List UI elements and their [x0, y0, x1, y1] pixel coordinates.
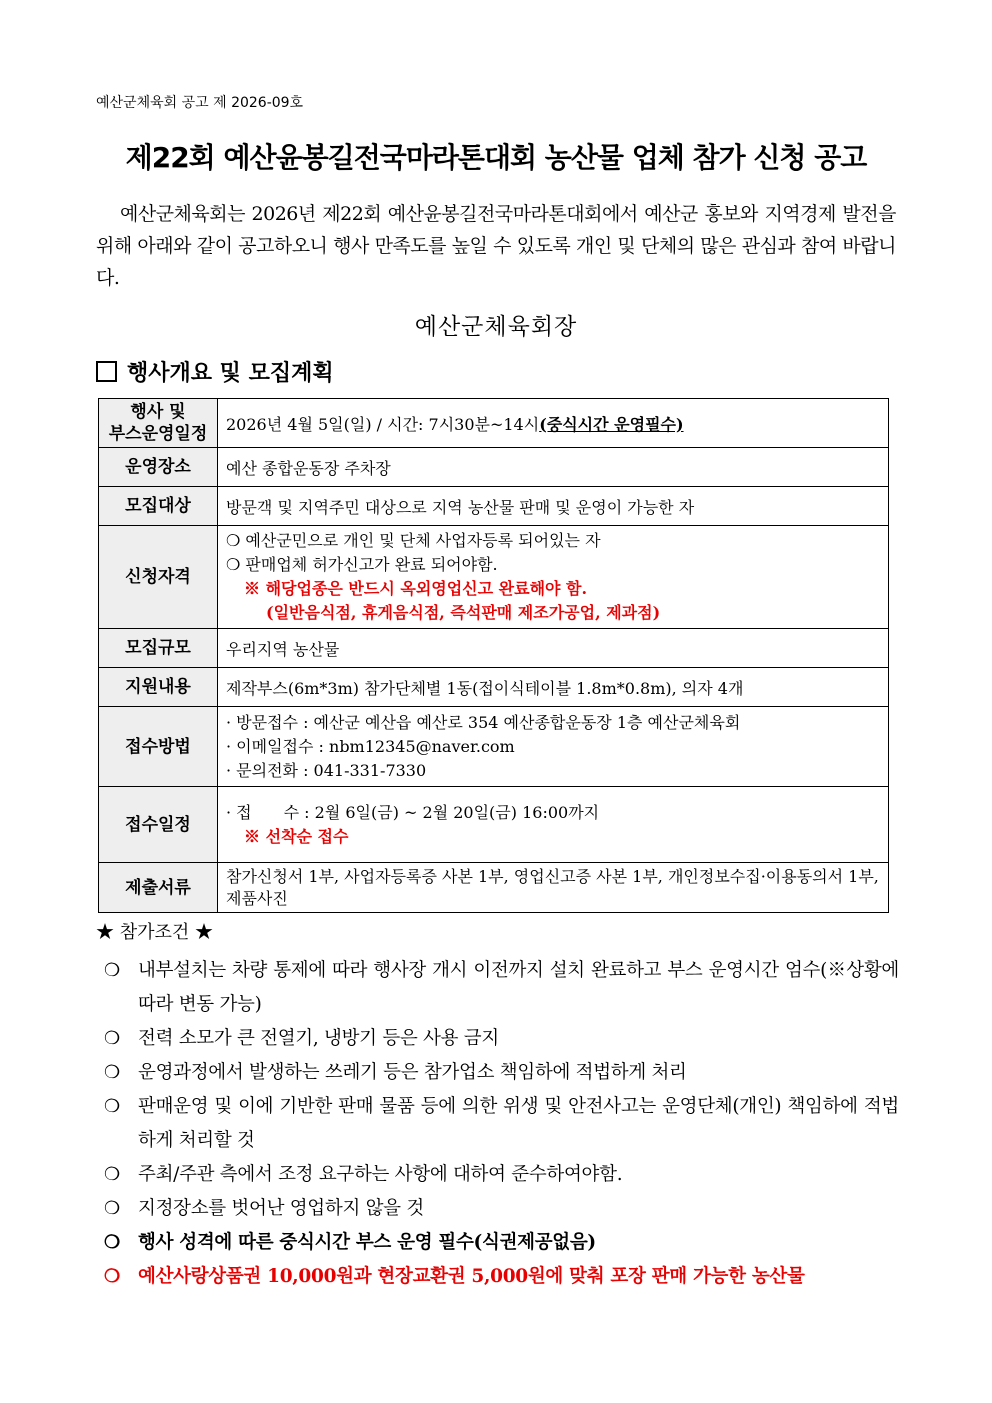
list-item: ❍ 주최/주관 측에서 조정 요구하는 사항에 대하여 준수하여야함.	[104, 1158, 899, 1192]
intro-paragraph: 예산군체육회는 2026년 제22회 예산윤봉길전국마라톤대회에서 예산군 홍보와 지역경제 발전을 위해 아래와 같이 공고하오니 행사 만족도를 높일 수 있도록 개인 및 단체의 많은 관심과 참여 바랍니다.	[96, 203, 896, 289]
qualification-warning: ※ 해당업종은 반드시 옥외영업신고 완료해야 함.	[244, 579, 588, 598]
label-target: 모집대상	[99, 487, 218, 526]
value-venue: 예산 종합운동장 주차장	[218, 448, 889, 487]
value-schedule	[218, 399, 889, 448]
qualification-line2: ❍ 판매업체 허가신고가 완료 되어야함.	[226, 555, 498, 574]
circle-bullet-icon: ❍	[104, 1198, 120, 1219]
schedule-note: (중식시간 운영필수)	[539, 414, 684, 434]
page-title: 제22회 예산윤봉길전국마라톤대회 농산물 업체 참가 신청 공고	[125, 141, 867, 174]
table-row	[99, 863, 889, 913]
list-item: ❍ 전력 소모가 큰 전열기, 냉방기 등은 사용 금지	[104, 1022, 899, 1056]
value-method	[218, 707, 889, 787]
circle-bullet-icon: ❍	[104, 1266, 120, 1287]
list-item: ❍ 지정장소를 벗어난 영업하지 않을 것	[104, 1192, 899, 1226]
list-item: ❍ 운영과정에서 발생하는 쓰레기 등은 참가업소 책임하에 적법하게 처리	[104, 1056, 899, 1090]
label-documents: 제출서류	[99, 863, 218, 913]
value-support: 제작부스(6m*3m) 참가단체별 1동(접이식테이블 1.8m*0.8m), 의자 4개	[218, 668, 889, 707]
section-heading	[96, 356, 334, 387]
circle-bullet-icon: ❍	[104, 960, 120, 981]
period-warning: ※ 선착순 접수	[244, 826, 349, 846]
period-line: · 접 수 : 2월 6일(금) ~ 2월 20일(금) 16:00까지	[226, 802, 600, 822]
list-item: ❍ 예산사랑상품권 10,000원과 현장교환권 5,000원에 맞춰 포장 판매 가능한 농산물	[104, 1260, 899, 1294]
label-schedule	[99, 399, 218, 448]
label-schedule-line2: 부스운영일정	[108, 424, 208, 444]
circle-bullet-icon: ❍	[104, 1096, 120, 1117]
list-item: ❍ 행사 성격에 따른 중식시간 부스 운영 필수(식권제공없음)	[104, 1226, 899, 1260]
table-row	[99, 629, 889, 668]
table-row	[99, 526, 889, 629]
label-venue: 운영장소	[99, 448, 218, 487]
circle-bullet-icon: ❍	[104, 1164, 120, 1185]
label-qualification: 신청자격	[99, 526, 218, 629]
label-period: 접수일정	[99, 787, 218, 863]
info-table	[98, 398, 889, 913]
table-row	[99, 487, 889, 526]
conditions-list	[104, 954, 899, 1294]
schedule-text: 2026년 4월 5일(일) / 시간: 7시30분~14시	[226, 414, 540, 434]
value-period	[218, 787, 889, 863]
label-method: 접수방법	[99, 707, 218, 787]
document-number: 예산군체육회 공고 제 2026-09호	[96, 95, 304, 111]
circle-bullet-icon: ❍	[104, 1232, 120, 1253]
table-row	[99, 707, 889, 787]
section-title: 행사개요 및 모집계획	[127, 361, 334, 386]
conditions-title: ★ 참가조건 ★	[96, 922, 213, 943]
table-row	[99, 668, 889, 707]
method-visit: · 방문접수 : 예산군 예산읍 예산로 354 예산종합운동장 1층 예산군체육회	[226, 712, 741, 732]
method-email: · 이메일접수 : nbm12345@naver.com	[226, 736, 515, 756]
value-scale: 우리지역 농산물	[218, 629, 889, 668]
signer: 예산군체육회장	[414, 314, 578, 340]
list-item: ❍ 판매운영 및 이에 기반한 판매 물품 등에 의한 위생 및 안전사고는 운영단체(개인) 책임하에 적법하게 처리할 것	[104, 1090, 899, 1158]
checkbox-square-icon	[96, 361, 117, 382]
value-documents: 참가신청서 1부, 사업자등록증 사본 1부, 영업신고증 사본 1부, 개인정보수집·이용동의서 1부, 제품사진	[218, 863, 889, 913]
table-row	[99, 399, 889, 448]
qualification-warning-detail: (일반음식점, 휴게음식점, 즉석판매 제조가공업, 제과점)	[266, 603, 661, 622]
label-scale: 모집규모	[99, 629, 218, 668]
label-support: 지원내용	[99, 668, 218, 707]
circle-bullet-icon: ❍	[104, 1028, 120, 1049]
value-qualification	[218, 526, 889, 629]
list-item: ❍ 내부설치는 차량 통제에 따라 행사장 개시 이전까지 설치 완료하고 부스 운영시간 엄수(※상황에 따라 변동 가능)	[104, 954, 899, 1022]
method-phone: · 문의전화 : 041-331-7330	[226, 760, 427, 780]
label-schedule-line1: 행사 및	[130, 402, 186, 422]
value-target: 방문객 및 지역주민 대상으로 지역 농산물 판매 및 운영이 가능한 자	[218, 487, 889, 526]
circle-bullet-icon: ❍	[104, 1062, 120, 1083]
table-row	[99, 787, 889, 863]
table-row	[99, 448, 889, 487]
qualification-line1: ❍ 예산군민으로 개인 및 단체 사업자등록 되어있는 자	[226, 531, 601, 550]
